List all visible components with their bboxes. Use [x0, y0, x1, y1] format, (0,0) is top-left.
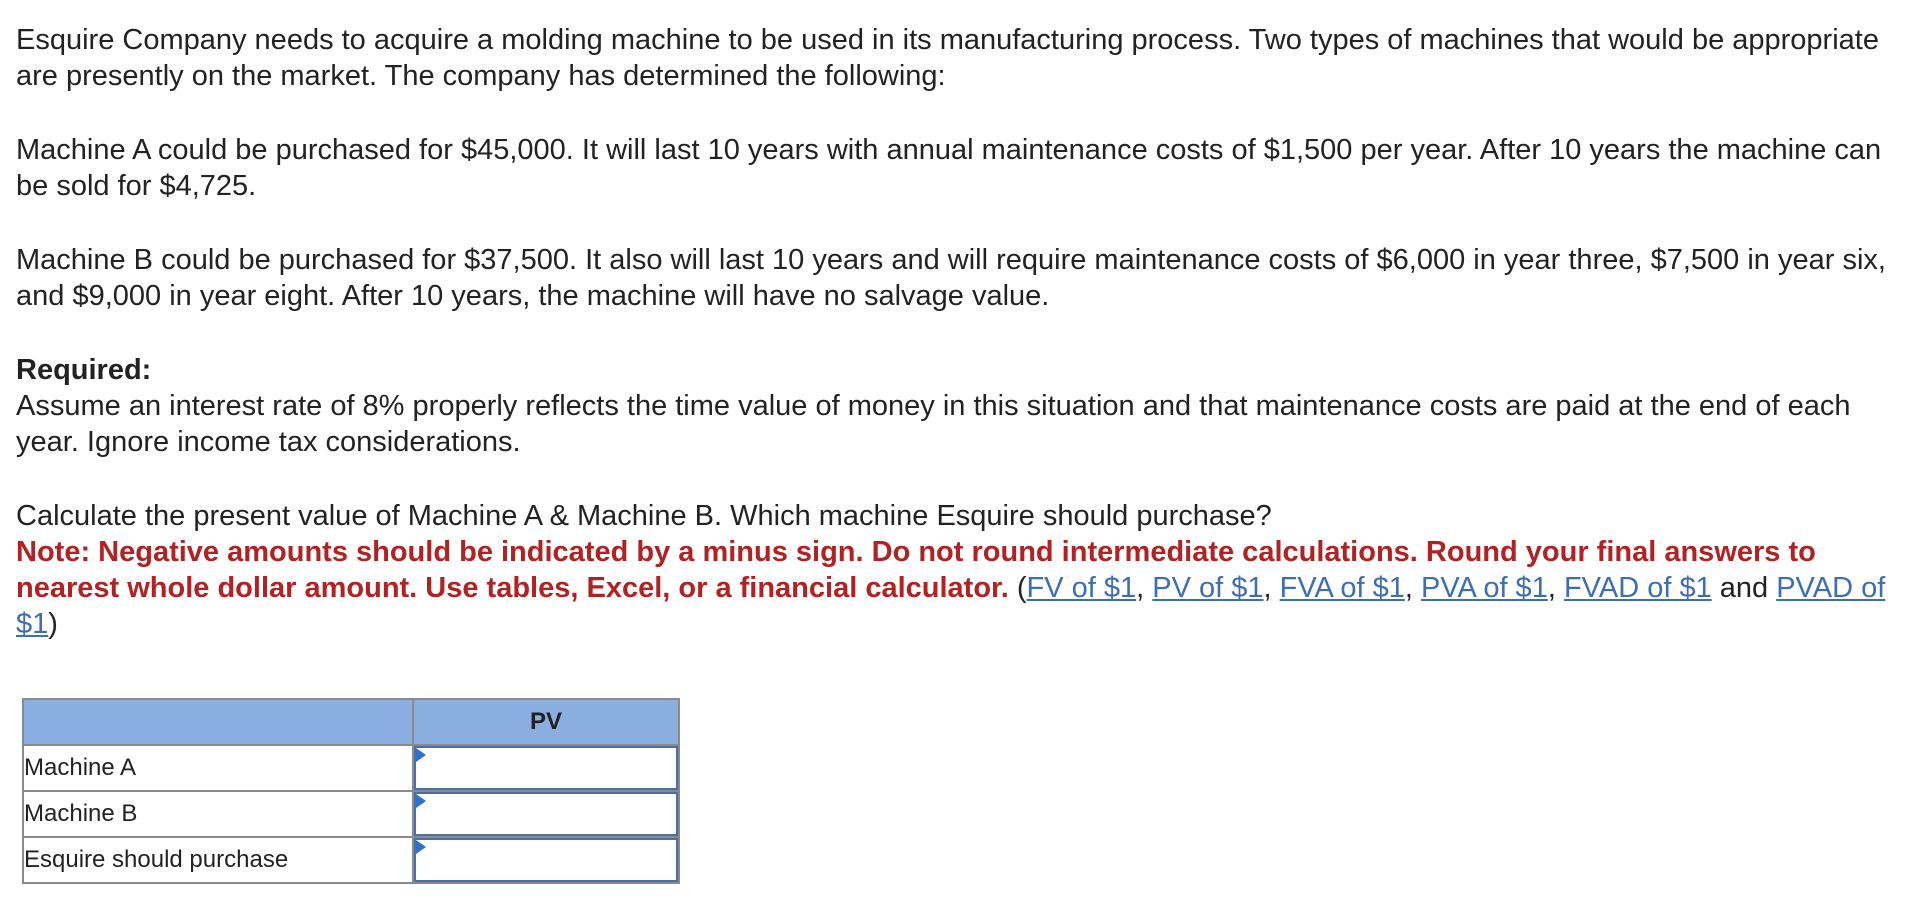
close-paren: )	[48, 608, 58, 640]
purchase-cell	[413, 837, 679, 883]
pv-cell-machine-b	[413, 791, 679, 837]
required-heading: Required:	[16, 354, 152, 386]
question-text: Calculate the present value of Machine A & Machine B. Which machine Esquire should purchase?	[16, 500, 1272, 532]
separator: ,	[1263, 572, 1280, 604]
header-pv-cell: PV	[413, 699, 679, 745]
fvad-of-1-link[interactable]: FVAD of $1	[1563, 572, 1712, 604]
answer-table-wrapper	[22, 698, 680, 884]
pv-of-1-link[interactable]: PV of $1	[1152, 572, 1264, 604]
cell-marker-icon	[416, 840, 426, 854]
row-label-machine-a: Machine A	[23, 745, 413, 791]
cell-marker-icon	[416, 748, 426, 762]
required-section	[16, 352, 1906, 460]
machine-a-paragraph: Machine A could be purchased for $45,000. It will last 10 years with annual maintenance costs of $1,500 per year. After 10 years the machine can be sold for $4,725.	[16, 134, 1882, 202]
separator: ,	[1404, 572, 1421, 604]
pva-of-1-link[interactable]: PVA of $1	[1420, 572, 1548, 604]
question-section	[16, 498, 1906, 642]
answer-table	[22, 698, 680, 884]
separator: ,	[1136, 572, 1153, 604]
intro-paragraph: Esquire Company needs to acquire a molding machine to be used in its manufacturing process. Two types of machines that would be appropriate are presently on the market. The company has determined the following:	[16, 24, 1879, 92]
row-label-machine-b: Machine B	[23, 791, 413, 837]
pvad-of-1-link[interactable]: PVAD of $1	[16, 572, 1886, 640]
fv-of-1-link[interactable]: FV of $1	[1026, 572, 1137, 604]
row-label-should-purchase: Esquire should purchase	[23, 837, 413, 883]
note-text: Note: Negative amounts should be indicated by a minus sign. Do not round intermediate calculations. Round your final answers to nearest whole dollar amount. Use tables, Excel, or a financial calculator.	[16, 536, 1816, 604]
problem-content	[16, 22, 1906, 642]
pv-input-machine-a[interactable]	[414, 746, 678, 790]
required-text: Assume an interest rate of 8% properly reflects the time value of money in this situation and that maintenance costs are paid at the end of each year. Ignore income tax considerations.	[16, 390, 1851, 458]
purchase-input[interactable]	[414, 838, 678, 882]
pv-cell-machine-a	[413, 745, 679, 791]
separator: ,	[1547, 572, 1564, 604]
cell-marker-icon	[416, 794, 426, 808]
pv-input-machine-b[interactable]	[414, 792, 678, 836]
open-paren: (	[1008, 572, 1027, 604]
and-text: and	[1711, 572, 1777, 604]
table-row-should-purchase	[23, 837, 679, 883]
table-row-machine-b	[23, 791, 679, 837]
table-row-machine-a	[23, 745, 679, 791]
header-label-cell	[23, 699, 413, 745]
table-header-row	[23, 699, 679, 745]
fva-of-1-link[interactable]: FVA of $1	[1279, 572, 1405, 604]
machine-b-paragraph: Machine B could be purchased for $37,500. It also will last 10 years and will require maintenance costs of $6,000 in year three, $7,500 in year six, and $9,000 in year eight. After 10 years, the machine will have no salvage value.	[16, 244, 1886, 312]
